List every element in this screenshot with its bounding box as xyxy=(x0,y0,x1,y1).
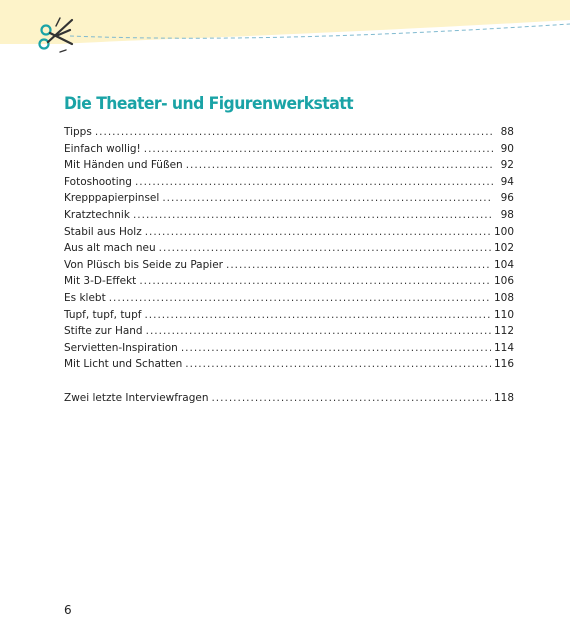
header-band xyxy=(0,0,570,44)
table-of-contents xyxy=(64,124,514,406)
toc-row[interactable] xyxy=(64,190,514,207)
toc-row[interactable] xyxy=(64,356,514,373)
toc-leader-dots xyxy=(145,224,491,241)
toc-leader-dots xyxy=(135,174,493,191)
toc-entry-label: Kratztechnik xyxy=(64,208,130,221)
toc-row[interactable] xyxy=(64,124,514,141)
toc-row[interactable] xyxy=(64,273,514,290)
toc-entry-label: Fotoshooting xyxy=(64,175,132,188)
toc-leader-dots xyxy=(95,124,493,141)
toc-entry-page: 100 xyxy=(493,225,514,238)
toc-entry-page: 118 xyxy=(493,391,514,404)
toc-row-final[interactable] xyxy=(64,390,514,407)
toc-entry-label: Es klebt xyxy=(64,291,106,304)
toc-row[interactable] xyxy=(64,257,514,274)
toc-row[interactable] xyxy=(64,224,514,241)
toc-leader-dots xyxy=(144,307,491,324)
toc-leader-dots xyxy=(162,190,493,207)
toc-leader-dots xyxy=(139,273,491,290)
toc-row[interactable] xyxy=(64,207,514,224)
toc-entry-page: 108 xyxy=(493,291,514,304)
toc-leader-dots xyxy=(181,340,491,357)
toc-leader-dots xyxy=(144,141,493,158)
toc-entry-label: Tipps xyxy=(64,126,92,138)
toc-entry-label: Zwei letzte Interviewfragen xyxy=(64,391,209,404)
toc-entry-label: Tupf, tupf, tupf xyxy=(64,308,142,321)
header-decoration xyxy=(0,0,570,70)
toc-leader-dots xyxy=(109,290,491,307)
page-number: 6 xyxy=(64,603,72,617)
toc-leader-dots xyxy=(185,356,491,373)
toc-entry-page: 88 xyxy=(500,126,514,138)
toc-leader-dots xyxy=(211,390,490,407)
toc-entry-page: 114 xyxy=(493,341,514,354)
scissors-icon xyxy=(34,14,78,58)
toc-entry-label: Stabil aus Holz xyxy=(64,225,142,238)
toc-entry-page: 94 xyxy=(500,175,514,188)
toc-entry-label: Mit 3-D-Effekt xyxy=(64,275,137,288)
toc-entry-page: 102 xyxy=(493,242,514,255)
toc-leader-dots xyxy=(133,207,493,224)
toc-entry-label: Stifte zur Hand xyxy=(64,325,143,338)
toc-entry-page: 116 xyxy=(493,358,514,371)
toc-entry-page: 104 xyxy=(493,258,514,271)
toc-entry-label: Mit Licht und Schatten xyxy=(64,358,183,371)
toc-leader-dots xyxy=(159,240,491,257)
toc-entry-label: Von Plüsch bis Seide zu Papier xyxy=(64,258,223,271)
toc-entry-label: Aus alt mach neu xyxy=(64,242,156,255)
toc-entry-page: 98 xyxy=(500,208,514,221)
toc-leader-dots xyxy=(186,157,493,174)
toc-row[interactable] xyxy=(64,240,514,257)
toc-leader-dots xyxy=(226,257,491,274)
toc-entry-page: 96 xyxy=(500,192,514,205)
toc-row[interactable] xyxy=(64,290,514,307)
toc-row[interactable] xyxy=(64,307,514,324)
toc-entry-label: Servietten-Inspiration xyxy=(64,341,178,354)
toc-row[interactable] xyxy=(64,141,514,158)
toc-entry-label: Krepppapierpinsel xyxy=(64,192,160,205)
toc-row[interactable] xyxy=(64,340,514,357)
toc-entry-page: 112 xyxy=(493,325,514,338)
toc-row[interactable] xyxy=(64,157,514,174)
toc-entry-page: 90 xyxy=(500,142,514,155)
toc-row[interactable] xyxy=(64,323,514,340)
toc-entry-page: 110 xyxy=(493,308,514,321)
toc-entry-label: Mit Händen und Füßen xyxy=(64,159,183,172)
section-title: Die Theater- und Figurenwerkstatt xyxy=(64,94,354,114)
toc-entry-page: 92 xyxy=(500,159,514,172)
toc-entry-label: Einfach wollig! xyxy=(64,142,141,155)
toc-row[interactable] xyxy=(64,174,514,191)
toc-entry-page: 106 xyxy=(493,275,514,288)
toc-leader-dots xyxy=(146,323,491,340)
